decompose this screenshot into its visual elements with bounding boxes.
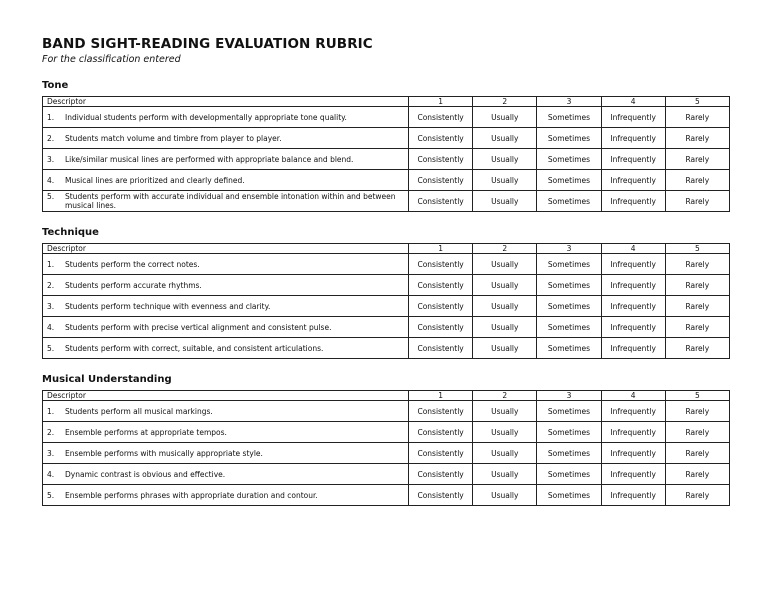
descriptor-header: Descriptor <box>43 97 409 107</box>
table-header-row <box>43 391 730 401</box>
level-header: 1 <box>409 244 473 254</box>
rating-cell: Infrequently <box>601 296 665 317</box>
rating-cell: Infrequently <box>601 254 665 275</box>
descriptor-cell <box>43 275 409 296</box>
rating-cell: Rarely <box>665 338 729 359</box>
rating-cell: Consistently <box>409 170 473 191</box>
rating-cell: Consistently <box>409 464 473 485</box>
rating-cell: Consistently <box>409 191 473 212</box>
rating-cell: Usually <box>473 401 537 422</box>
rubric-table-musical-understanding <box>42 390 730 506</box>
rating-cell: Consistently <box>409 443 473 464</box>
table-row <box>43 170 730 191</box>
rating-cell: Rarely <box>665 401 729 422</box>
rating-cell: Rarely <box>665 296 729 317</box>
table-row <box>43 464 730 485</box>
rating-cell: Rarely <box>665 443 729 464</box>
level-header: 5 <box>665 244 729 254</box>
rating-cell: Sometimes <box>537 275 601 296</box>
item-number: 5. <box>47 192 55 201</box>
descriptor-cell <box>43 317 409 338</box>
table-row <box>43 443 730 464</box>
rating-cell: Consistently <box>409 128 473 149</box>
section-title-tone: Tone <box>42 80 69 91</box>
item-number: 1. <box>47 259 55 269</box>
level-header: 5 <box>665 391 729 401</box>
level-header: 4 <box>601 244 665 254</box>
rating-cell: Usually <box>473 485 537 506</box>
table-header-row <box>43 244 730 254</box>
item-number: 5. <box>47 490 55 500</box>
rating-cell: Infrequently <box>601 317 665 338</box>
rating-cell: Rarely <box>665 464 729 485</box>
level-header: 5 <box>665 97 729 107</box>
rating-cell: Rarely <box>665 170 729 191</box>
rating-cell: Infrequently <box>601 275 665 296</box>
rating-cell: Rarely <box>665 422 729 443</box>
rating-cell: Sometimes <box>537 254 601 275</box>
rating-cell: Infrequently <box>601 107 665 128</box>
rating-cell: Usually <box>473 128 537 149</box>
item-number: 5. <box>47 343 55 353</box>
rating-cell: Sometimes <box>537 296 601 317</box>
item-text: Ensemble performs phrases with appropriate duration and contour. <box>65 490 318 500</box>
level-header: 3 <box>537 391 601 401</box>
descriptor-cell <box>43 338 409 359</box>
rating-cell: Consistently <box>409 401 473 422</box>
rating-cell: Sometimes <box>537 191 601 212</box>
rating-cell: Infrequently <box>601 338 665 359</box>
rating-cell: Rarely <box>665 128 729 149</box>
rubric-table-technique <box>42 243 730 359</box>
rubric-title: BAND SIGHT-READING EVALUATION RUBRIC <box>42 36 373 52</box>
rating-cell: Usually <box>473 296 537 317</box>
item-number: 2. <box>47 280 55 290</box>
item-text: Students match volume and timbre from player to player. <box>65 133 282 143</box>
rubric-table-tone <box>42 96 730 212</box>
descriptor-cell <box>43 296 409 317</box>
rating-cell: Infrequently <box>601 170 665 191</box>
descriptor-header: Descriptor <box>43 391 409 401</box>
item-number: 2. <box>47 427 55 437</box>
rating-cell: Usually <box>473 443 537 464</box>
rating-cell: Sometimes <box>537 149 601 170</box>
rating-cell: Sometimes <box>537 443 601 464</box>
level-header: 4 <box>601 97 665 107</box>
rating-cell: Usually <box>473 317 537 338</box>
item-text: Students perform the correct notes. <box>65 259 200 269</box>
table-row <box>43 317 730 338</box>
table-row <box>43 422 730 443</box>
rating-cell: Usually <box>473 422 537 443</box>
descriptor-cell <box>43 254 409 275</box>
item-text: Musical lines are prioritized and clearly defined. <box>65 175 245 185</box>
level-header: 2 <box>473 391 537 401</box>
descriptor-cell <box>43 149 409 170</box>
item-text: Students perform with correct, suitable, and consistent articulations. <box>65 343 324 353</box>
rating-cell: Rarely <box>665 107 729 128</box>
item-number: 1. <box>47 112 55 122</box>
rating-cell: Infrequently <box>601 464 665 485</box>
item-text: Students perform technique with evenness and clarity. <box>65 301 271 311</box>
item-text: Dynamic contrast is obvious and effective. <box>65 469 226 479</box>
rating-cell: Consistently <box>409 254 473 275</box>
descriptor-cell <box>43 401 409 422</box>
section-title-musical-understanding: Musical Understanding <box>42 374 172 385</box>
rating-cell: Consistently <box>409 317 473 338</box>
rating-cell: Infrequently <box>601 401 665 422</box>
rating-cell: Rarely <box>665 275 729 296</box>
item-number: 4. <box>47 175 55 185</box>
item-number: 3. <box>47 301 55 311</box>
rating-cell: Rarely <box>665 317 729 338</box>
rating-cell: Usually <box>473 254 537 275</box>
descriptor-cell <box>43 170 409 191</box>
rating-cell: Usually <box>473 275 537 296</box>
descriptor-cell <box>43 128 409 149</box>
item-text: Individual students perform with developmentally appropriate tone quality. <box>65 112 347 122</box>
rating-cell: Infrequently <box>601 149 665 170</box>
level-header: 1 <box>409 97 473 107</box>
descriptor-cell <box>43 107 409 128</box>
rating-cell: Infrequently <box>601 128 665 149</box>
item-text: Ensemble performs at appropriate tempos. <box>65 427 227 437</box>
rating-cell: Infrequently <box>601 422 665 443</box>
table-row <box>43 485 730 506</box>
rating-cell: Rarely <box>665 149 729 170</box>
item-number: 3. <box>47 154 55 164</box>
rating-cell: Consistently <box>409 485 473 506</box>
rating-cell: Consistently <box>409 149 473 170</box>
rating-cell: Rarely <box>665 485 729 506</box>
table-row <box>43 149 730 170</box>
rating-cell: Infrequently <box>601 191 665 212</box>
item-text: Students perform with accurate individual and ensemble intonation within and between musical lines. <box>65 192 396 210</box>
level-header: 2 <box>473 244 537 254</box>
table-row <box>43 107 730 128</box>
rating-cell: Sometimes <box>537 128 601 149</box>
rating-cell: Consistently <box>409 275 473 296</box>
rating-cell: Rarely <box>665 254 729 275</box>
table-row <box>43 254 730 275</box>
rating-cell: Rarely <box>665 191 729 212</box>
item-number: 1. <box>47 406 55 416</box>
rubric-subtitle: For the classification entered <box>42 54 181 65</box>
rating-cell: Sometimes <box>537 485 601 506</box>
item-number: 3. <box>47 448 55 458</box>
rating-cell: Sometimes <box>537 464 601 485</box>
table-row <box>43 401 730 422</box>
rating-cell: Usually <box>473 149 537 170</box>
rating-cell: Usually <box>473 191 537 212</box>
rating-cell: Usually <box>473 338 537 359</box>
descriptor-cell <box>43 191 409 212</box>
rating-cell: Sometimes <box>537 170 601 191</box>
table-header-row <box>43 97 730 107</box>
section-title-technique: Technique <box>42 227 99 238</box>
descriptor-header: Descriptor <box>43 244 409 254</box>
item-text: Students perform with precise vertical alignment and consistent pulse. <box>65 322 332 332</box>
level-header: 4 <box>601 391 665 401</box>
rating-cell: Sometimes <box>537 401 601 422</box>
descriptor-cell <box>43 485 409 506</box>
level-header: 3 <box>537 97 601 107</box>
descriptor-cell <box>43 443 409 464</box>
item-text: Like/similar musical lines are performed with appropriate balance and blend. <box>65 154 354 164</box>
table-row <box>43 296 730 317</box>
rating-cell: Consistently <box>409 296 473 317</box>
level-header: 3 <box>537 244 601 254</box>
rating-cell: Sometimes <box>537 107 601 128</box>
item-text: Students perform accurate rhythms. <box>65 280 202 290</box>
rating-cell: Infrequently <box>601 485 665 506</box>
rating-cell: Sometimes <box>537 317 601 338</box>
descriptor-cell <box>43 464 409 485</box>
rating-cell: Sometimes <box>537 422 601 443</box>
table-row <box>43 275 730 296</box>
table-row <box>43 191 730 212</box>
level-header: 2 <box>473 97 537 107</box>
rating-cell: Usually <box>473 107 537 128</box>
rating-cell: Consistently <box>409 107 473 128</box>
table-row <box>43 128 730 149</box>
level-header: 1 <box>409 391 473 401</box>
rating-cell: Consistently <box>409 338 473 359</box>
rating-cell: Sometimes <box>537 338 601 359</box>
rating-cell: Consistently <box>409 422 473 443</box>
descriptor-cell <box>43 422 409 443</box>
item-number: 2. <box>47 133 55 143</box>
table-row <box>43 338 730 359</box>
item-number: 4. <box>47 322 55 332</box>
item-text: Ensemble performs with musically appropriate style. <box>65 448 263 458</box>
item-number: 4. <box>47 469 55 479</box>
rating-cell: Infrequently <box>601 443 665 464</box>
rating-cell: Usually <box>473 170 537 191</box>
rating-cell: Usually <box>473 464 537 485</box>
item-text: Students perform all musical markings. <box>65 406 213 416</box>
